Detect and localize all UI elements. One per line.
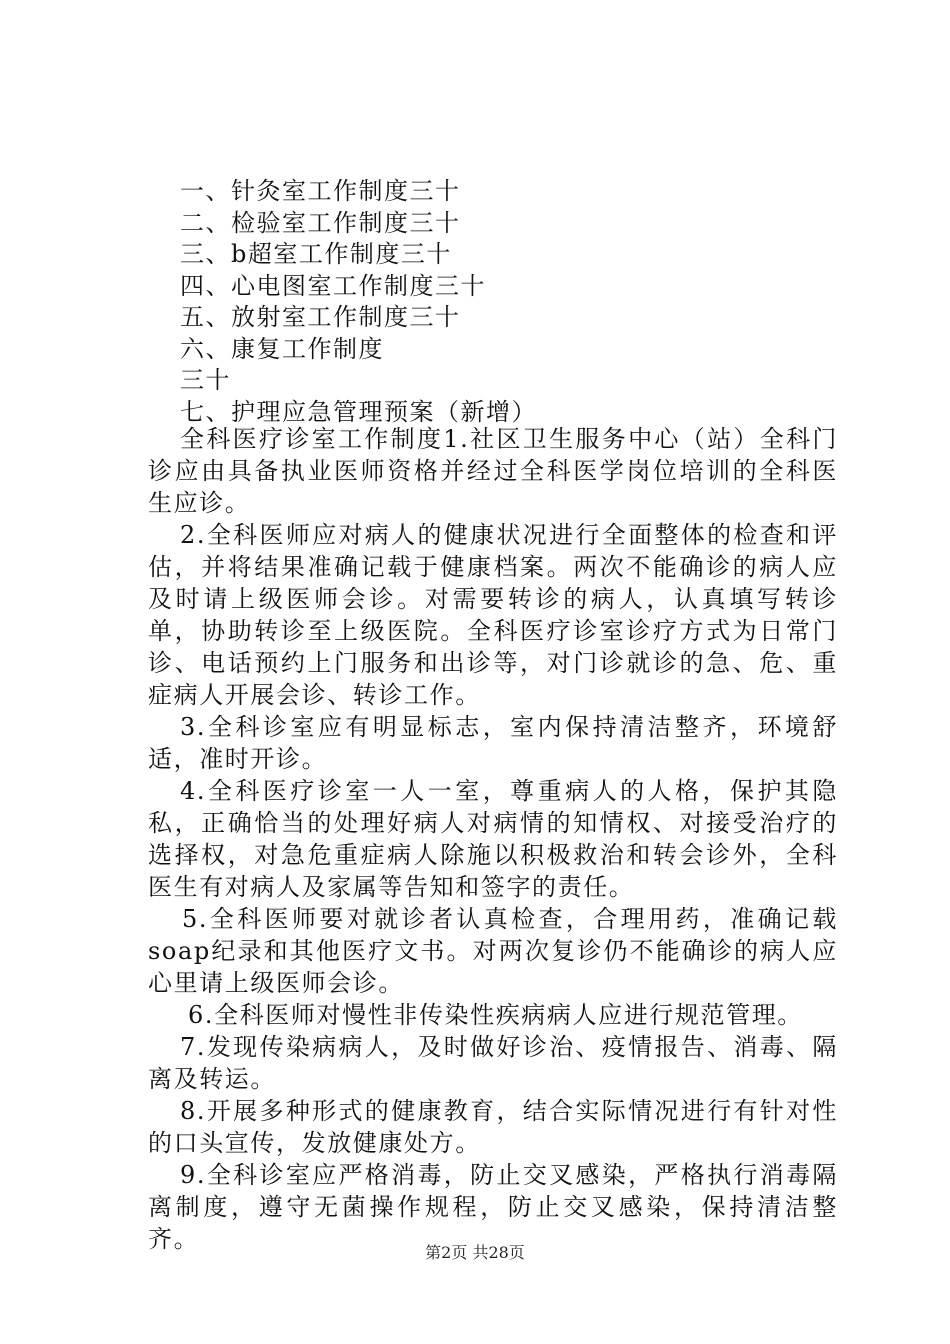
toc-item: 三、b超室工作制度三十 [180, 240, 452, 268]
paragraph: 8.开展多种形式的健康教育，结合实际情况进行有针对性的口头宣传，发放健康处方。 [148, 1097, 838, 1157]
paragraph: 3.全科诊室应有明显标志，室内保持清洁整齐，环境舒适，准时开诊。 [148, 713, 838, 773]
toc-item: 四、心电图室工作制度三十 [180, 271, 486, 300]
paragraph: 全科医疗诊室工作制度1.社区卫生服务中心（站）全科门诊应由具备执业医师资格并经过全科医学岗位培训的全科医生应诊。 [148, 425, 838, 517]
page-footer: 第2页 共28页 [425, 1243, 525, 1262]
paragraph: 5.全科医师要对就诊者认真检查，合理用药，准确记载soap纪录和其他医疗文书。对两次复诊仍不能确诊的病人应心里请上级医师会诊。 [148, 905, 838, 997]
paragraph: 7.发现传染病病人，及时做好诊治、疫情报告、消毒、隔离及转运。 [148, 1033, 838, 1093]
paragraph: 4.全科医疗诊室一人一室，尊重病人的人格，保护其隐私，正确恰当的处理好病人对病情的知情权、对接受治疗的选择权，对急危重症病人除施以积极救治和转会诊外，全科医生有对病人及家属等告知和签字的责任。 [148, 777, 838, 901]
table-of-contents [180, 176, 880, 428]
toc-item: 三十 [180, 366, 231, 394]
toc-item: 一、针灸室工作制度三十 [180, 177, 461, 205]
toc-item: 二、检验室工作制度三十 [180, 208, 461, 237]
toc-item: 五、放射室工作制度三十 [180, 303, 461, 331]
toc-item: 七、护理应急管理预案（新增） [180, 397, 537, 426]
paragraph: 9.全科诊室应严格消毒，防止交叉感染，严格执行消毒隔离制度，遵守无菌操作规程，防止交叉感染，保持清洁整齐。 [148, 1161, 838, 1253]
toc-item: 六、康复工作制度 [180, 334, 384, 363]
paragraph: 6.全科医师对慢性非传染性疾病病人应进行规范管理。 [188, 1001, 803, 1029]
paragraph: 2.全科医师应对病人的健康状况进行全面整体的检查和评估，并将结果准确记载于健康档案。两次不能确诊的病人应及时请上级医师会诊。对需要转诊的病人，认真填写转诊单，协助转诊至上级医院。全科医疗诊室诊疗方式为日常门诊、电话预约上门服务和出诊等，对门诊就诊的急、危、重症病人开展会诊、转诊工作。 [148, 521, 838, 709]
document-body [148, 423, 838, 1255]
